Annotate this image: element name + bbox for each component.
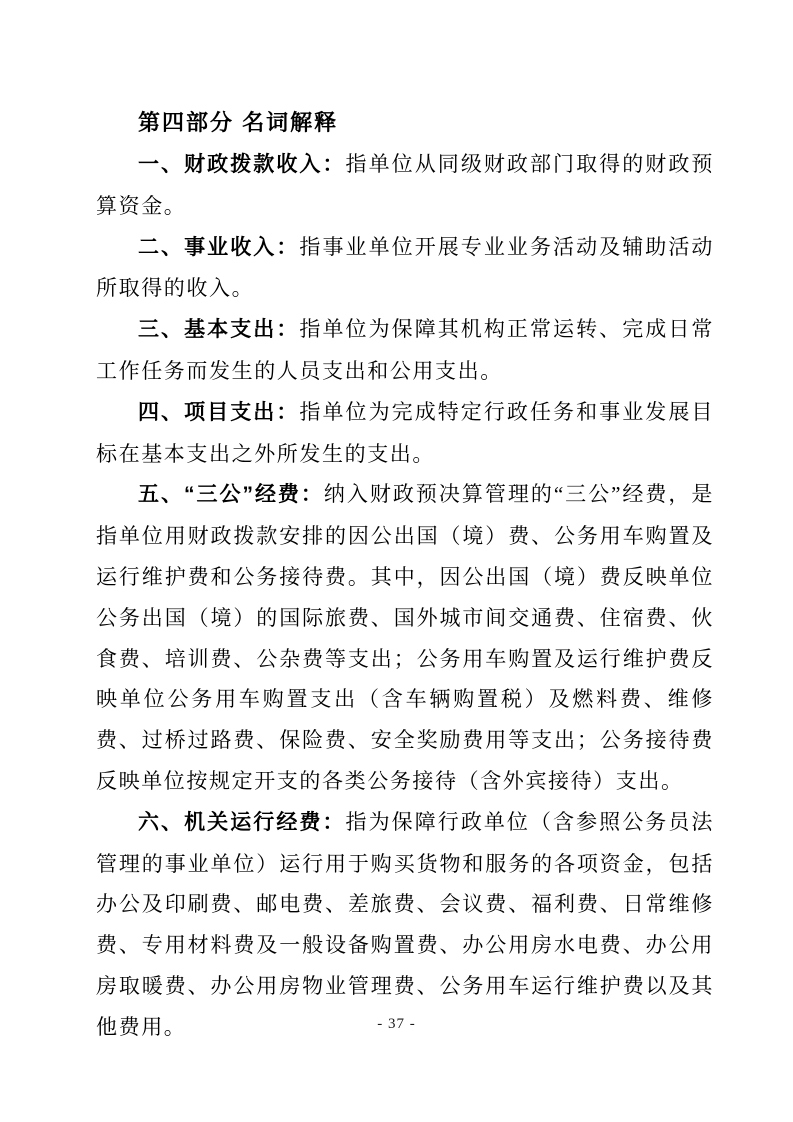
term-paragraph-1 <box>96 144 714 227</box>
term-label: 六、机关运行经费： <box>138 810 346 834</box>
term-definition: 指单位从同级财政部门取得的财政预算资金。 <box>96 152 714 218</box>
term-definition: 纳入财政预决算管理的“三公”经费，是指单位用财政拨款安排的因公出国（境）费、公务用车购置及运行维护费和公务接待费。其中，因公出国（境）费反映单位公务出国（境）的国际旅费、国外城市间交通费、住宿费、伙食费、培训费、公杂费等支出；公务用车购置及运行维护费反映单位公务用车购置支出（含车辆购置税）及燃料费、维修费、过桥过路费、保险费、安全奖励费用等支出；公务接待费反映单位按规定开支的各类公务接待（含外宾接待）支出。 <box>96 482 714 793</box>
section-heading: 第四部分 名词解释 <box>138 110 339 135</box>
term-paragraph-4 <box>96 392 714 475</box>
document-body <box>96 102 714 1048</box>
term-paragraph-6 <box>96 802 714 1048</box>
term-paragraph-2 <box>96 227 714 310</box>
term-definition: 指单位为保障其机构正常运转、完成日常工作任务而发生的人员支出和公用支出。 <box>96 317 714 383</box>
term-label: 一、财政拨款收入： <box>138 153 346 176</box>
term-definition: 指事业单位开展专业业务活动及辅助活动所取得的收入。 <box>96 234 714 301</box>
term-definition: 指为保障行政单位（含参照公务员法管理的事业单位）运行用于购买货物和服务的各项资金，包括办公及印刷费、邮电费、差旅费、会议费、福利费、日常维修费、专用材料费及一般设备购置费、办公用房水电费、办公用房取暖费、办公用房物业管理费、公务用车运行维护费以及其他费用。 <box>96 809 714 1039</box>
term-label: 四、项目支出： <box>138 400 300 424</box>
term-label: 五、“三公”经费： <box>138 483 324 507</box>
term-paragraph-3 <box>96 309 714 392</box>
term-label: 二、事业收入： <box>138 235 300 259</box>
page-footer <box>0 1016 793 1033</box>
page-number: - 37 - <box>377 1016 416 1032</box>
term-definition: 指单位为完成特定行政任务和事业发展目标在基本支出之外所发生的支出。 <box>96 399 714 466</box>
term-paragraph-5 <box>96 474 714 801</box>
term-label: 三、基本支出： <box>138 318 300 342</box>
